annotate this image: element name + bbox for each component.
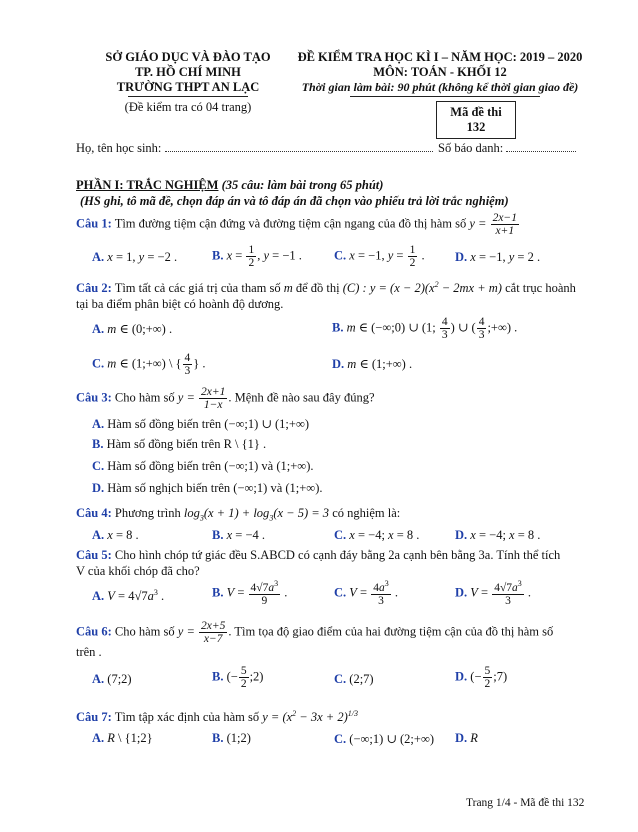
q1-fraction: $\frac{2x-1}{x+1}$ <box>492 212 517 238</box>
question-3: Câu 3: Cho hàm số y = $\frac{2x+1}{1-x}$ . Mệnh đề nào sau đây đúng? <box>76 386 375 412</box>
exam-code-value: 132 <box>466 120 486 134</box>
student-name-field[interactable] <box>165 141 433 152</box>
question-6: Câu 6: Cho hàm số y = $\frac{2x+5}{x-7}$ . Tìm tọa độ giao điểm của hai đường tiệm cận của đồ thị hàm số <box>76 620 554 646</box>
q7-option-c[interactable]: C. (−∞;1) ∪ (2;+∞) <box>334 732 435 746</box>
question-7-label: Câu 7: <box>76 710 112 725</box>
question-2-cont: tại ba điểm phân biệt có hoành độ dương. <box>76 297 284 311</box>
q1-option-c[interactable]: C. x = −1, y = $\frac{1}{2}$ . <box>334 244 425 270</box>
q4-option-d[interactable]: D. x = −4; x = 8 . <box>455 528 541 542</box>
dept-line2: TP. HỒ CHÍ MINH <box>135 65 241 79</box>
question-6-cont: trên . <box>76 645 102 659</box>
q3-option-a[interactable]: A. Hàm số đồng biến trên (−∞;1) ∪ (1;+∞) <box>92 417 310 431</box>
question-2-label: Câu 2: <box>76 281 112 296</box>
student-id-label: Số báo danh: <box>438 141 504 155</box>
question-1-text: Tìm đường tiệm cận đứng và đường tiệm cận ngang của đồ thị hàm số <box>114 216 467 231</box>
q2-option-a[interactable]: A. m ∈ (0;+∞) . <box>92 322 173 336</box>
q6-fraction: $\frac{2x+5}{x-7}$ <box>201 620 226 646</box>
question-1-label: Câu 1: <box>76 216 112 231</box>
q5-option-b[interactable]: B. V = $\frac{4√7a^3}{9}$ . <box>212 579 288 607</box>
q6-option-b[interactable]: B. (− $\frac{5}{2}$ ;2) <box>212 665 264 691</box>
q7-option-a[interactable]: A. R \ {1;2} <box>92 731 153 745</box>
question-3-label: Câu 3: <box>76 390 112 405</box>
pages-note: (Đề kiểm tra có 04 trang) <box>124 100 252 114</box>
question-4: Câu 4: Phương trình $\log_3(x + 1) + \log_3(x - 5) = 3$ có nghiệm là: <box>76 506 401 523</box>
q1-option-d[interactable]: D. x = −1, y = 2 . <box>455 250 541 264</box>
school-underline <box>128 96 248 97</box>
question-5: Câu 5: Cho hình chóp tứ giác đều S.ABCD có cạnh đáy bằng 2a cạnh bên bằng 3a. Tính thể tích <box>76 548 561 562</box>
q4-option-c[interactable]: C. x = −4; x = 8 . <box>334 528 420 542</box>
q1-option-b[interactable]: B. x = $\frac{1}{2}$ , y = −1 . <box>212 244 302 270</box>
q7-option-b[interactable]: B. (1;2) <box>212 731 251 745</box>
student-name-label: Họ, tên học sinh: <box>76 141 162 155</box>
student-id-row <box>438 141 576 156</box>
section-title-note: (35 câu: làm bài trong 65 phút) <box>221 178 384 192</box>
q2-option-b[interactable]: B. m ∈ (−∞;0) ∪ (1; $\frac{4}{3}$ ) ∪ ( $\frac{4}{3}$ ;+∞) . <box>332 316 518 342</box>
q4-option-b[interactable]: B. x = −4 . <box>212 528 266 542</box>
question-5-label: Câu 5: <box>76 548 112 562</box>
q3-option-d[interactable]: D. Hàm số nghịch biến trên (−∞;1) và (1;+∞). <box>92 481 323 495</box>
exam-time: Thời gian làm bài: 90 phút (không kể thời gian giao đề) <box>301 80 579 94</box>
exam-subject: MÔN: TOÁN - KHỐI 12 <box>373 65 507 79</box>
q7-option-d[interactable]: D. R <box>455 731 478 745</box>
q5-option-c[interactable]: C. V = $\frac{4a^3}{3}$ . <box>334 579 398 607</box>
page-footer: Trang 1/4 - Mã đề thi 132 <box>466 797 585 809</box>
question-5-cont: V của khối chóp đã cho? <box>76 564 200 578</box>
q6-option-a[interactable]: A. (7;2) <box>92 672 132 686</box>
section-title: PHẦN I: TRẮC NGHIỆM <box>76 178 219 192</box>
question-4-label: Câu 4: <box>76 506 112 520</box>
q6-option-d[interactable]: D. (− $\frac{5}{2}$ ;7) <box>455 665 508 691</box>
question-7: Câu 7: Tìm tập xác định của hàm số $y = (x^2 - 3x + 2)^{1/3}$ <box>76 709 358 725</box>
question-6-label: Câu 6: <box>76 624 112 639</box>
section-instruction: (HS ghi, tô mã đề, chọn đáp án và tô đáp án đã chọn vào phiếu trả lời trắc nghiệm) <box>80 194 509 208</box>
question-2: Câu 2: Tìm tất cả các giá trị của tham số m để đồ thị (C) : $y = (x - 2)(x^2 - 2mx + m)$ cắt trục hoành <box>76 280 576 296</box>
q3-option-b[interactable]: B. Hàm số đồng biến trên R \ {1} . <box>92 437 267 451</box>
q2-option-c[interactable]: C. m ∈ (1;+∞) \ { $\frac{4}{3}$ } . <box>92 352 206 378</box>
question-1 <box>76 212 520 237</box>
q5-option-d[interactable]: D. V = $\frac{4√7a^3}{3}$ . <box>455 579 532 607</box>
q6-option-c[interactable]: C. (2;7) <box>334 672 374 686</box>
q1-option-a[interactable]: A. x = 1, y = −2 . <box>92 250 178 264</box>
school-name: TRƯỜNG THPT AN LẠC <box>116 80 260 94</box>
q5-option-a[interactable]: A. $V = 4√7a^3$ . <box>92 588 165 604</box>
dept-line1: SỞ GIÁO DỤC VÀ ĐÀO TẠO <box>105 50 271 64</box>
q4-option-a[interactable]: A. x = 8 . <box>92 528 139 542</box>
exam-code-label: Mã đề thi <box>450 105 502 119</box>
q2-option-d[interactable]: D. m ∈ (1;+∞) . <box>332 357 413 371</box>
section-heading <box>76 178 383 193</box>
exam-code-box <box>436 101 516 139</box>
student-id-field[interactable] <box>506 141 576 152</box>
exam-title: ĐỀ KIỂM TRA HỌC KÌ I – NĂM HỌC: 2019 – 2020 <box>297 50 583 64</box>
q1-function: y = <box>469 216 487 231</box>
time-underline <box>350 96 540 97</box>
q3-fraction: $\frac{2x+1}{1-x}$ <box>201 386 226 412</box>
q3-option-c[interactable]: C. Hàm số đồng biến trên (−∞;1) và (1;+∞). <box>92 459 314 473</box>
student-name-row <box>76 141 433 156</box>
